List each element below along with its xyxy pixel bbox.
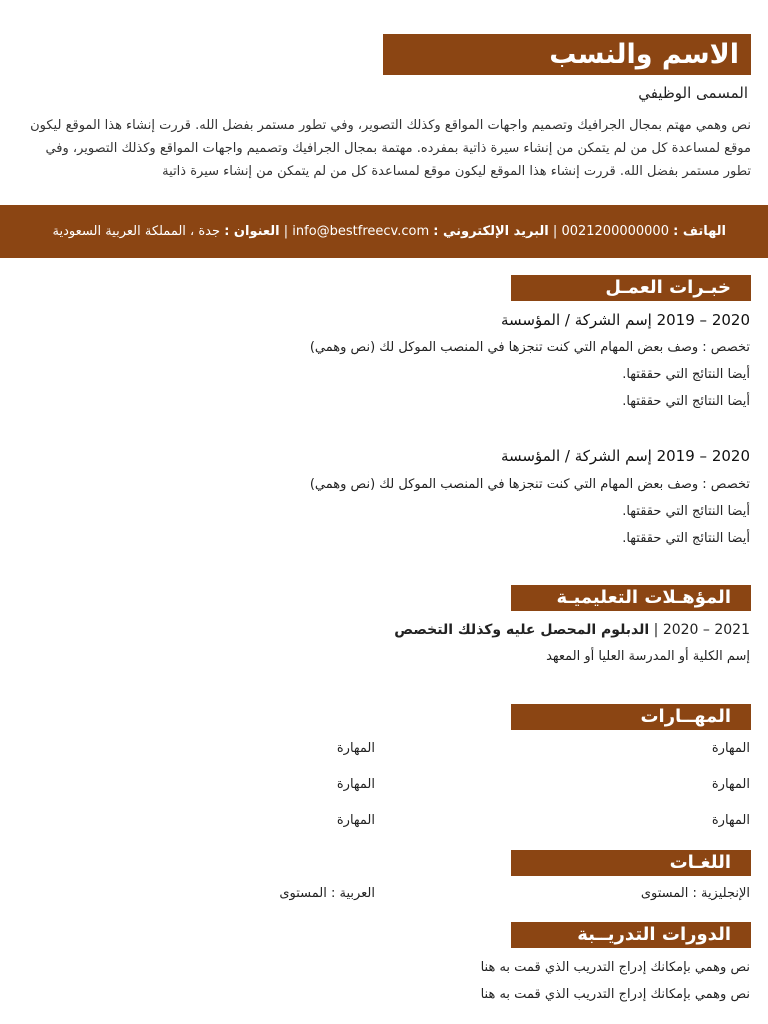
- skill-item: المهارة: [711, 741, 750, 756]
- experience-result: أيضا النتائج التي حققتها.: [622, 367, 750, 382]
- experience-heading: 2020 – 2019 إسم الشركة / المؤسسة: [501, 311, 750, 329]
- contact-separator: |: [283, 224, 289, 239]
- skill-item: المهارة: [711, 813, 750, 828]
- profile-summary: نص وهمي مهتم بمجال الجرافيك وتصميم واجهات المواقع وكذلك التصوير، وفي تطور مستمر بفضل الله. قررت إنشاء هذا الموقع ليكون موقع لمساعدة كل من لم يتمكن من إنشاء سيرة ذاتية بمفرده. مهتمة بمجال الجرافيك وتصميم واجهات المواقع وكذلك التصوير، وفي تطور مستمر بفضل الله. قررت إنشاء هذا الموقع ليكون موقع لمساعدة كل من لم يتمكن من إنشاء سيرة ذاتية: [30, 118, 751, 179]
- skill-item: المهارة: [336, 741, 375, 756]
- email-value[interactable]: info@bestfreecv.com: [292, 224, 430, 239]
- section-header-languages: اللغـات: [511, 850, 751, 876]
- education-school: إسم الكلية أو المدرسة العليا أو المعهد: [546, 649, 750, 664]
- training-item: نص وهمي بإمكانك إدراج التدريب الذي قمت به هنا: [480, 987, 750, 1002]
- experience-task: تخصص : وصف بعض المهام التي كنت تنجزها في المنصب الموكل لك (نص وهمي): [309, 477, 750, 492]
- contact-bar: [0, 205, 768, 258]
- language-item: العربية : المستوى: [279, 886, 375, 901]
- education-degree: الدبلوم المحصل عليه وكذلك التخصص: [394, 622, 650, 638]
- education-heading: [394, 622, 750, 638]
- contact-separator: |: [552, 224, 558, 239]
- education-separator: |: [653, 622, 659, 638]
- experience-result: أيضا النتائج التي حققتها.: [622, 531, 750, 546]
- experience-result: أيضا النتائج التي حققتها.: [622, 394, 750, 409]
- address-value: جدة ، المملكة العربية السعودية: [52, 224, 221, 239]
- address-label: العنوان :: [224, 224, 280, 239]
- experience-task: تخصص : وصف بعض المهام التي كنت تنجزها في المنصب الموكل لك (نص وهمي): [309, 340, 750, 355]
- section-header-training: الدورات التدريــبة: [511, 922, 751, 948]
- job-title: المسمى الوظيفي: [638, 84, 748, 102]
- email-label: البريد الإلكتروني :: [433, 224, 549, 239]
- education-years: 2020 – 2021: [662, 622, 750, 638]
- skill-item: المهارة: [336, 777, 375, 792]
- resume-name: الاسم والنسب: [383, 34, 751, 75]
- phone-value: 0021200000000: [561, 224, 669, 239]
- skill-item: المهارة: [711, 777, 750, 792]
- section-header-skills: المهــارات: [511, 704, 751, 730]
- language-item: الإنجليزية : المستوى: [640, 886, 750, 901]
- section-header-experience: خبـرات العمـل: [511, 275, 751, 301]
- experience-heading: 2020 – 2019 إسم الشركة / المؤسسة: [501, 447, 750, 465]
- section-header-education: المؤهـلات التعليميـة: [511, 585, 751, 611]
- training-item: نص وهمي بإمكانك إدراج التدريب الذي قمت به هنا: [480, 960, 750, 975]
- phone-label: الهاتف :: [673, 224, 726, 239]
- experience-result: أيضا النتائج التي حققتها.: [622, 504, 750, 519]
- skill-item: المهارة: [336, 813, 375, 828]
